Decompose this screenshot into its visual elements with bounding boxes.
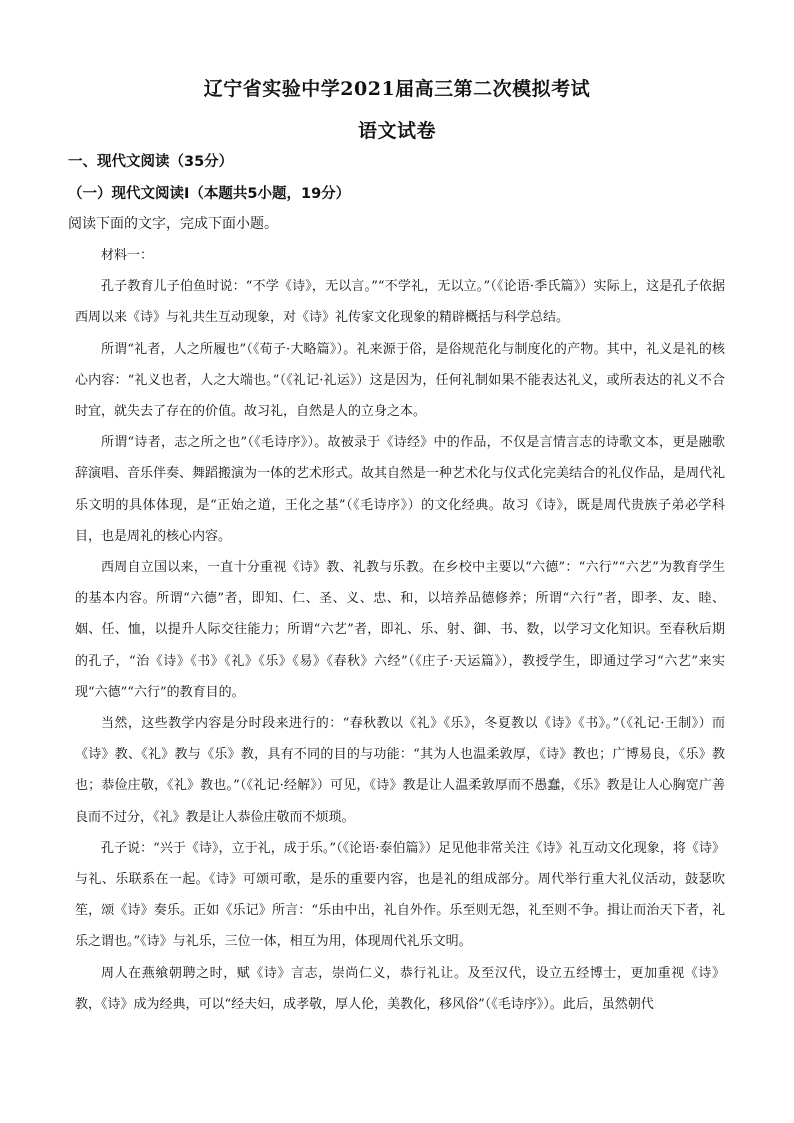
- material-label: 材料一：: [101, 248, 154, 263]
- passage-paragraph: 当然，这些教学内容是分时段来进行的：“春秋教以《礼》《乐》，冬夏教以《诗》《书》。”（《礼记·王制》）而《诗》教、《礼》教与《乐》教，具有不同的目的与功能：“其为人也温柔敦厚，《诗》教也；广博易良，《乐》教也；恭俭庄敬，《礼》教也。”（《礼记·经解》）可见，《诗》教是让人温柔敦厚而不愚蠢，《乐》教是让人心胸宽广善良而不过分，《礼》教是让人恭俭庄敬而不烦琐。: [75, 716, 725, 825]
- passage-paragraph: 所谓“礼者，人之所履也”（《荀子·大略篇》）。礼来源于俗，是俗规范化与制度化的产物。其中，礼义是礼的核心内容：“礼义也者，人之大端也。”（《礼记·礼运》）这是因为，任何礼制如果不能表达礼义，或所表达的礼义不合时宜，就失去了存在的价值。故习礼，自然是人的立身之本。: [75, 341, 725, 420]
- exam-title: 辽宁省实验中学2021届高三第二次模拟考试: [203, 78, 591, 100]
- passage-paragraph: 西周自立国以来，一直十分重视《诗》教、礼教与乐教。在乡校中主要以“六德”：“六行”“六艺”为教育学生的基本内容。所谓“六德”者，即知、仁、圣、义、忠、和，以培养品德修养；所谓“六行”者，即孝、友、睦、姻、任、恤，以提升人际交往能力；所谓“六艺”者，即礼、乐、射、御、书、数，以学习文化知识。至春秋后期的孔子，“治《诗》《书》《礼》《乐》《易》《春秋》六经”（《庄子·天运篇》），教授学生，即通过学习“六艺”来实现“六德”“六行”的教育目的。: [75, 560, 725, 700]
- reading-instruction: 阅读下面的文字，完成下面小题。: [68, 216, 278, 232]
- exam-subtitle: 语文试卷: [357, 120, 436, 142]
- passage-paragraph: 孔子教育儿子伯鱼时说：“不学《诗》，无以言。”“不学礼，无以立。”（《论语·季氏篇》）实际上，这是孔子依据西周以来《诗》与礼共生互动现象，对《诗》礼传家文化现象的精辟概括与科学总结。: [75, 279, 725, 326]
- passage-paragraph: 孔子说：“兴于《诗》，立于礼，成于乐。”（《论语·泰伯篇》）足见他非常关注《诗》礼互动文化现象，将《诗》与礼、乐联系在一起。《诗》可颂可歌，是乐的重要内容，也是礼的组成部分。周代举行重大礼仪活动，鼓瑟吹笙，颂《诗》奏乐。正如《乐记》所言：“乐由中出，礼自外作。乐至则无怨，礼至则不争。揖让而治天下者，礼乐之谓也。”《诗》与礼乐，三位一体，相互为用，体现周代礼乐文明。: [75, 840, 725, 950]
- passage-paragraph: 周人在燕飨朝聘之时，赋《诗》言志，崇尚仁义，恭行礼让。及至汉代，设立五经博士，更加重视《诗》教，《诗》成为经典，可以“经夫妇，成孝敬，厚人伦，美教化，移风俗”（《毛诗序》）。此后，虽然朝代: [75, 965, 725, 1012]
- passage-paragraph: 所谓“诗者，志之所之也”（《毛诗序》）。故被录于《诗经》中的作品，不仅是言情言志的诗歌文本，更是融歌辞演唱、音乐伴奏、舞蹈搬演为一体的艺术形式。故其自然是一种艺术化与仪式化完美结合的礼仪作品，是周代礼乐文明的具体体现，是“正始之道，王化之基”（《毛诗序》）的文化经典。故习《诗》，既是周代贵族子弟必学科目，也是周礼的核心内容。: [75, 435, 726, 544]
- section-heading: 一、现代文阅读（35分）: [68, 154, 234, 170]
- subsection-heading: （一）现代文阅读Ⅰ（本题共5小题，19分）: [68, 186, 351, 202]
- reading-passage: [75, 240, 725, 1020]
